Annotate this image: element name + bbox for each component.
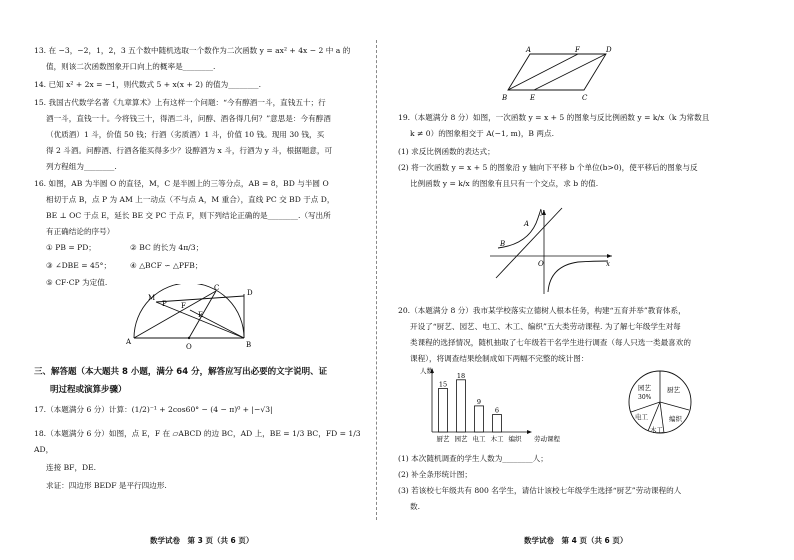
bar-value-2: 18 [456, 371, 466, 380]
figure-19-graph [486, 206, 616, 298]
page-4 [384, 0, 794, 560]
x-tick-1: 厨艺 [436, 435, 450, 443]
q16-option-1: ① PB = PD； [46, 243, 96, 252]
fig16-label-M: M [148, 294, 156, 302]
bar-4 [493, 415, 502, 432]
fig16-label-P: P [162, 300, 167, 308]
question-19: 19.（本题满分 8 分）如图，一次函数 y = x + 5 的图象与反比例函数 y = k/x（k 为常数且 k ≠ 0）的图象相交于 A(−1, m)，B 两点. (1) 求反比例函数的表达式； (2) 将一次函数 y = x + 5 的图象沿 y 轴向下平移 b 个单位(b>0)，使平移后的图象与反 比例函数 y = k/x 的图象有且只有一个交点，求 b 的值. [398, 113, 710, 188]
bar-value-3: 9 [476, 397, 482, 406]
pie-label-yuanyi: 园艺 [638, 384, 651, 392]
fig19-label-B: B [500, 240, 506, 248]
fig18-label-C: C [582, 94, 588, 102]
pie-label-chuyi: 厨艺 [667, 386, 680, 394]
figure-18-parallelogram [502, 44, 612, 102]
q16-option-4: ④ △BCF ∽ △PFB； [130, 261, 203, 270]
bar-1 [439, 389, 448, 433]
fig18-label-F: F [575, 46, 580, 54]
fig18-label-B: B [502, 94, 508, 102]
fig16-label-E: E [198, 311, 204, 319]
pie-label-diangong: 电工 [635, 413, 648, 421]
x-axis-label: 劳动课程 [534, 435, 560, 443]
pie-label-bianzhi: 编织 [669, 415, 682, 423]
question-20-parts: (1) 本次随机调查的学生人数为________人； (2) 补全条形统计图； (3) 若该校七年级共有 800 名学生，请估计该校七年级学生选择“厨艺”劳动课程的人 数. [398, 454, 682, 511]
fig16-label-F: F [181, 302, 186, 310]
figure-16-semicircle [118, 284, 258, 354]
bar-chart [418, 366, 588, 446]
q16-option-3: ③ ∠DBE = 45°； [46, 261, 112, 270]
page-divider [376, 40, 377, 520]
bar-value-4: 6 [494, 406, 500, 415]
bar-value-1: 15 [438, 380, 448, 389]
x-tick-4: 木工 [490, 435, 504, 443]
fig19-label-y: y [540, 208, 544, 216]
fig18-label-A: A [526, 46, 532, 54]
fig16-label-D: D [247, 289, 253, 297]
bar-2 [457, 380, 466, 432]
pie-label-mugong: 木工 [650, 426, 663, 434]
fig18-label-E: E [530, 94, 536, 102]
x-axis-arrow [527, 430, 532, 434]
question-16: 16. 如图，AB 为半圆 O 的直径，M，C 是半圆上的三等分点，AB = 8，BD 与半圆 O 相切于点 B，点 P 为 AM 上一动点（不与点 A，M 重合），直线 PC 交 BD 于点 D， BE ⊥ OC 于点 E，延长 BE 交 PC 于点 F，则下列结论正确的是________.（写出所 有正确结论的序号） [34, 179, 335, 236]
bar-3 [475, 406, 484, 432]
pie-label-percent: 30% [638, 394, 652, 401]
fig16-label-A: A [126, 338, 132, 346]
fig16-label-C: C [214, 284, 220, 292]
fig19-label-O: O [538, 260, 544, 268]
fig16-label-O: O [186, 343, 192, 351]
question-13: 13. 在 −3，−2，1，2，3 五个数中随机选取一个数作为二次函数 y = ax² + 4x − 2 中 a 的 值，则该二次函数图象开口向上的概率是________. [34, 46, 351, 71]
question-14: 14. 已知 x² + 2x = −1，则代数式 5 + x(x + 2) 的值为________. [34, 80, 262, 89]
question-20: 20.（本题满分 8 分）我市某学校落实立德树人根本任务，构建“五育并举”教育体系， 开设了“厨艺、园艺、电工、木工、编织”五大类劳动课程. 为了解七年级学生对每 类课程的选择情况，随机抽取了七年级若干名学生进行调查（每人只选一类最喜欢的 课程），将调查结果绘制成如下两幅不完整的统计图： [398, 306, 691, 363]
fig19-label-A: A [524, 220, 530, 228]
x-tick-5: 编织 [508, 435, 522, 443]
question-15: 15. 我国古代数学名著《九章算术》上有这样一个问题：“今有醇酒一斗，直钱五十；行 酒一斗，直钱一十。今将钱三十，得酒二斗，问醇、酒各得几何？”意思是：今有醇酒 （优质酒）1 斗，价值 50 钱；行酒（劣质酒）1 斗，价值 10 钱。现用 30 钱，买 得 2 斗酒。问醇酒、行酒各能买得多少？设醇酒为 x 斗，行酒为 y 斗，根据题意，可 列方程组为________. [34, 98, 333, 171]
y-axis-label: 人数 [420, 367, 433, 375]
q16-option-2: ② BC 的长为 4π/3； [130, 243, 204, 252]
question-18: 18.（本题满分 6 分）如图，点 E，F 在 ▱ABCD 的边 BC，AD 上，BE = 1/3 BC，FD = 1/3 AD， 连接 BF，DE. 求证：四边形 BEDF 是平行四边形. [34, 429, 361, 490]
fig19-label-x: x [606, 260, 610, 268]
fig18-label-D: D [606, 46, 612, 54]
x-tick-3: 电工 [472, 435, 486, 443]
question-17: 17.（本题满分 6 分）计算：(1/2)⁻¹ + 2cos60° − (4 − π)⁰ + |−√3| [34, 405, 273, 414]
q16-option-5: ⑤ CF·CP 为定值. [46, 278, 108, 287]
footer-page-3: 数学试卷 第 3 页（共 6 页） [150, 536, 254, 545]
section-3-heading: 三、解答题（本大题共 8 小题，满分 64 分，解答应写出必要的文字说明、证 明过程或演算步骤） [34, 367, 328, 395]
fig16-label-B: B [246, 341, 252, 349]
pie-chart [622, 366, 702, 438]
footer-page-4: 数学试卷 第 4 页（共 6 页） [524, 536, 628, 545]
x-tick-2: 园艺 [454, 435, 468, 443]
page-3 [0, 0, 378, 560]
